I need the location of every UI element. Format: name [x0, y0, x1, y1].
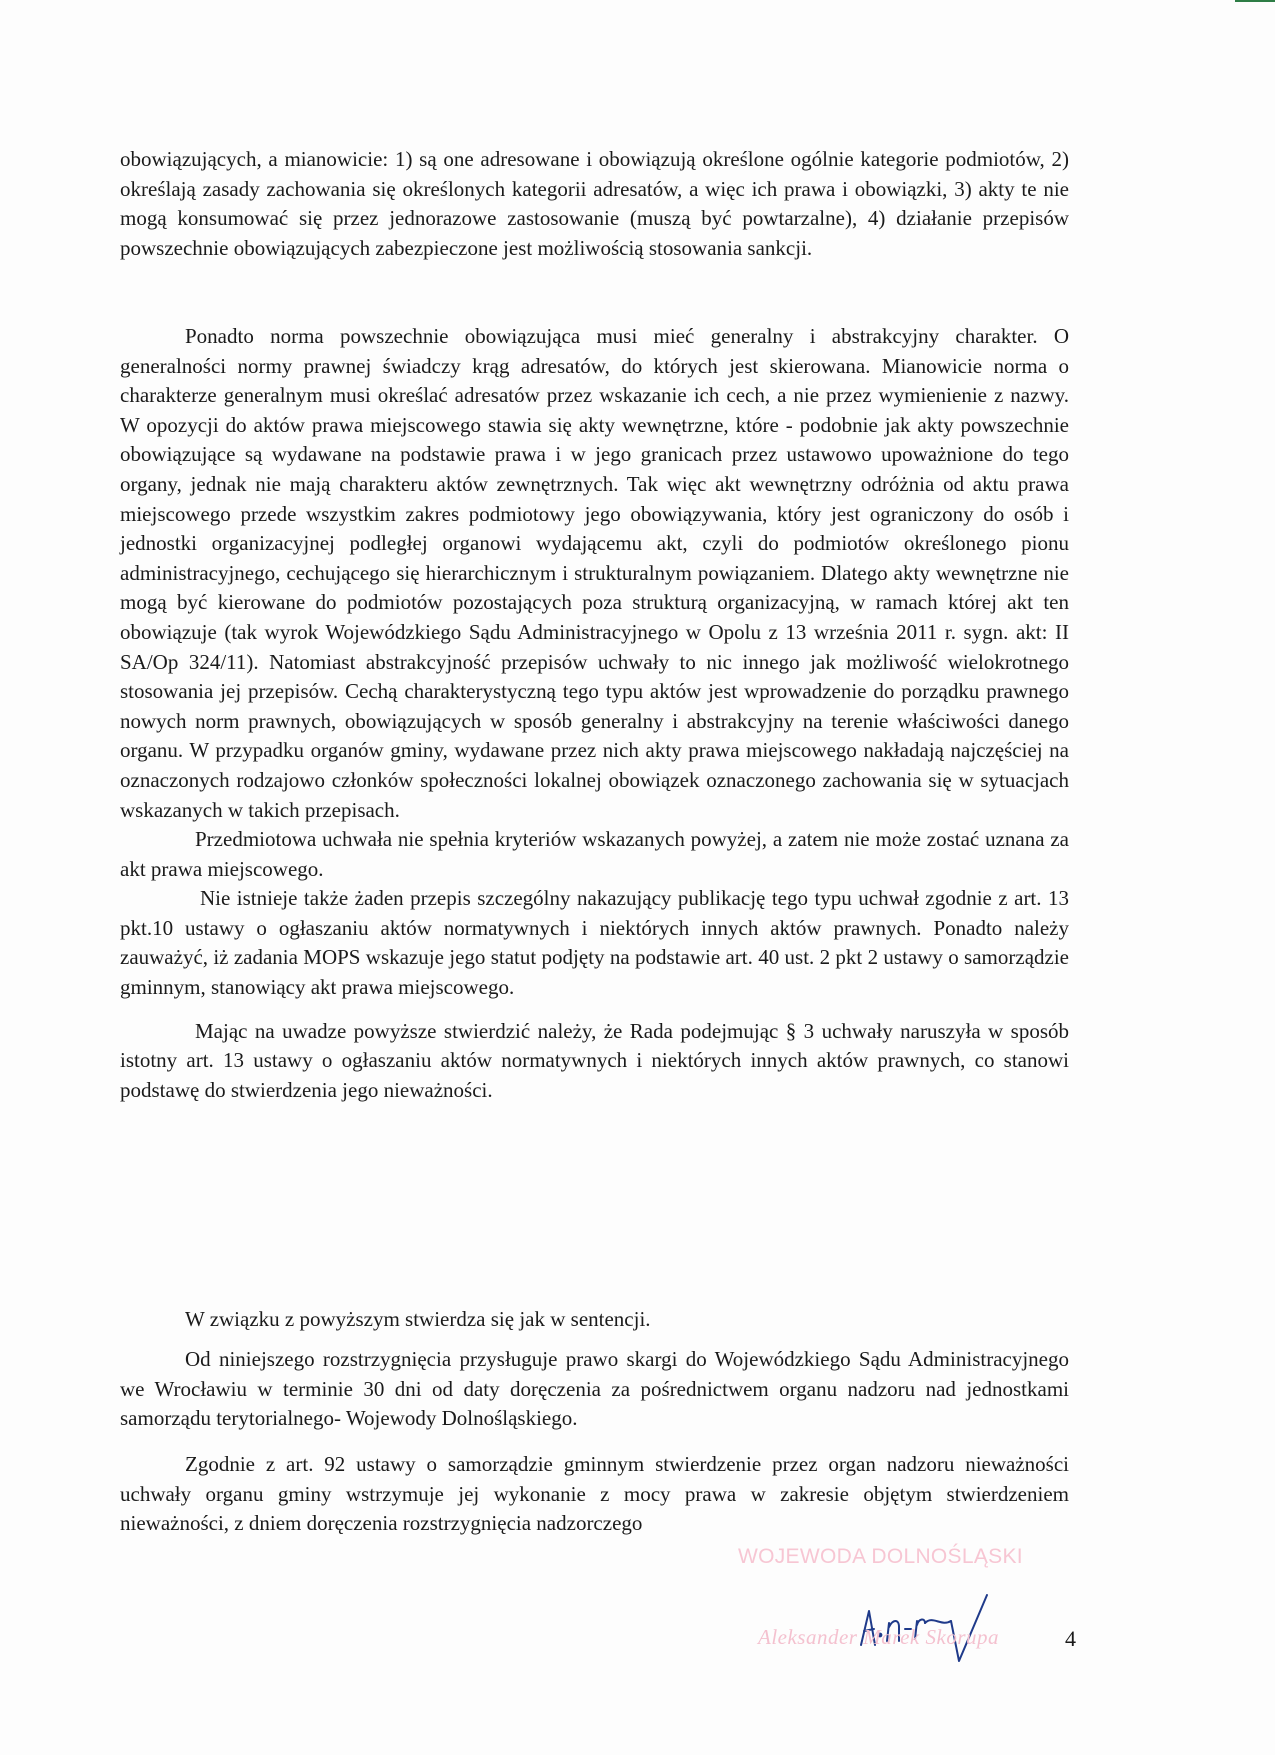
paragraph-no-provision: Nie istnieje także żaden przepis szczególny nakazujący publikację tego typu uchwał zgodnie z art. 13 pkt.10 ustawy o ogłaszaniu aktów normatywnych i niektórych innych aktów prawnych. Ponadto należy zauważyć, iż zadania MOPS wskazuje jego statut podjęty na podstawie art. 40 ust. 2 pkt 2 ustawy o samorządzie gminnym, stanowiący akt prawa miejscowego.: [120, 886, 1069, 1000]
effect-block: [120, 1450, 1069, 1539]
paragraph-block-top: [120, 145, 1069, 263]
paragraph-criteria: Przedmiotowa uchwała nie spełnia kryteriów wskazanych powyżej, a zatem nie może zostać uznana za akt prawa miejscowego.: [120, 827, 1069, 881]
paragraph-general-abstract: Ponadto norma powszechnie obowiązująca musi mieć generalny i abstrakcyjny charakter. O generalności normy prawnej świadczy krąg adresatów, do których jest skierowana. Mianowicie norma o charakterze generalnym musi określać adresatów przez wskazanie ich cech, a nie przez wymienienie z nazwy. W opozycji do aktów prawa miejscowego stawia się akty wewnętrzne, które - podobnie jak akty powszechnie obowiązujące są wydawane na podstawie prawa i w jego granicach przez ustawowo upoważnione do tego organy, jednak nie mają charakteru aktów zewnętrznych. Tak więc akt wewnętrzny odróżnia od aktu prawa miejscowego przede wszystkim zakres podmiotowy jego obowiązywania, który jest ograniczony do osób i jednostki organizacyjnej podległej organowi wydającemu akt, czyli do podmiotów określonego pionu administracyjnego, cechującego się hierarchicznym i strukturalnym powiązaniem. Dlatego akty wewnętrzne nie mogą być kierowane do podmiotów pozostających poza strukturą organizacyjną, w ramach której akt ten obowiązuje (tak wyrok Wojewódzkiego Sądu Administracyjnego w Opolu z 13 września 2011 r. sygn. akt: II SA/Op 324/11). Natomiast abstrakcyjność przepisów uchwały to nic innego jak możliwość wielokrotnego stosowania jej przepisów. Cechą charakterystyczną tego typu aktów jest wprowadzenie do porządku prawnego nowych norm prawnych, obowiązujących w sposób generalny i abstrakcyjny na terenie właściwości danego organu. W przypadku organów gminy, wydawane przez nich akty prawa miejscowego nakładają najczęściej na oznaczonych rodzajowo członków społeczności lokalnej obowiązek oznaczonego zachowania się w sytuacjach wskazanych w takich przepisach.: [120, 324, 1069, 822]
paragraph-block-main: [120, 322, 1069, 1105]
scan-edge-mark: [1235, 0, 1275, 2]
stamp-title: WOJEWODA DOLNOŚLĄSKI: [738, 1545, 1023, 1568]
paragraph-appeal: Od niniejszego rozstrzygnięcia przysługuje prawo skargi do Wojewódzkiego Sądu Administracyjnego we Wrocławiu w terminie 30 dni od daty doręczenia za pośrednictwem organu nadzoru nad jednostkami samorządu terytorialnego- Wojewody Dolnośląskiego.: [120, 1347, 1069, 1431]
paragraph-obligations: obowiązujących, a mianowicie: 1) są one adresowane i obowiązują określone ogólnie kategorie podmiotów, 2) określają zasady zachowania się określonych kategorii adresatów, a więc ich prawa i obowiązki, 3) akty te nie mogą konsumować się przez jednorazowe zastosowanie (muszą być powtarzalne), 4) działanie przepisów powszechnie obowiązujących zabezpieczone jest możliwością stosowania sankcji.: [120, 147, 1069, 260]
paragraph-conclusion: W związku z powyższym stwierdza się jak w sentencji.: [185, 1307, 651, 1331]
stamp-name: Aleksander Marek Skorupa: [758, 1625, 999, 1649]
appeal-block: [120, 1345, 1069, 1434]
page-number: 4: [1065, 1626, 1076, 1651]
conclusion-block: [120, 1305, 1069, 1335]
paragraph-violation: Mając na uwadze powyższe stwierdzić należy, że Rada podejmując § 3 uchwały naruszyła w sposób istotny art. 13 ustawy o ogłaszaniu aktów normatywnych i niektórych innych aktów prawnych, co stanowi podstawę do stwierdzenia jego nieważności.: [120, 1018, 1069, 1102]
paragraph-effect: Zgodnie z art. 92 ustawy o samorządzie gminnym stwierdzenie przez organ nadzoru nieważności uchwały organu gminy wstrzymuje jej wykonanie z mocy prawa w zakresie objętym stwierdzeniem nieważności, z dniem doręczenia rozstrzygnięcia nadzorczego: [120, 1452, 1069, 1536]
